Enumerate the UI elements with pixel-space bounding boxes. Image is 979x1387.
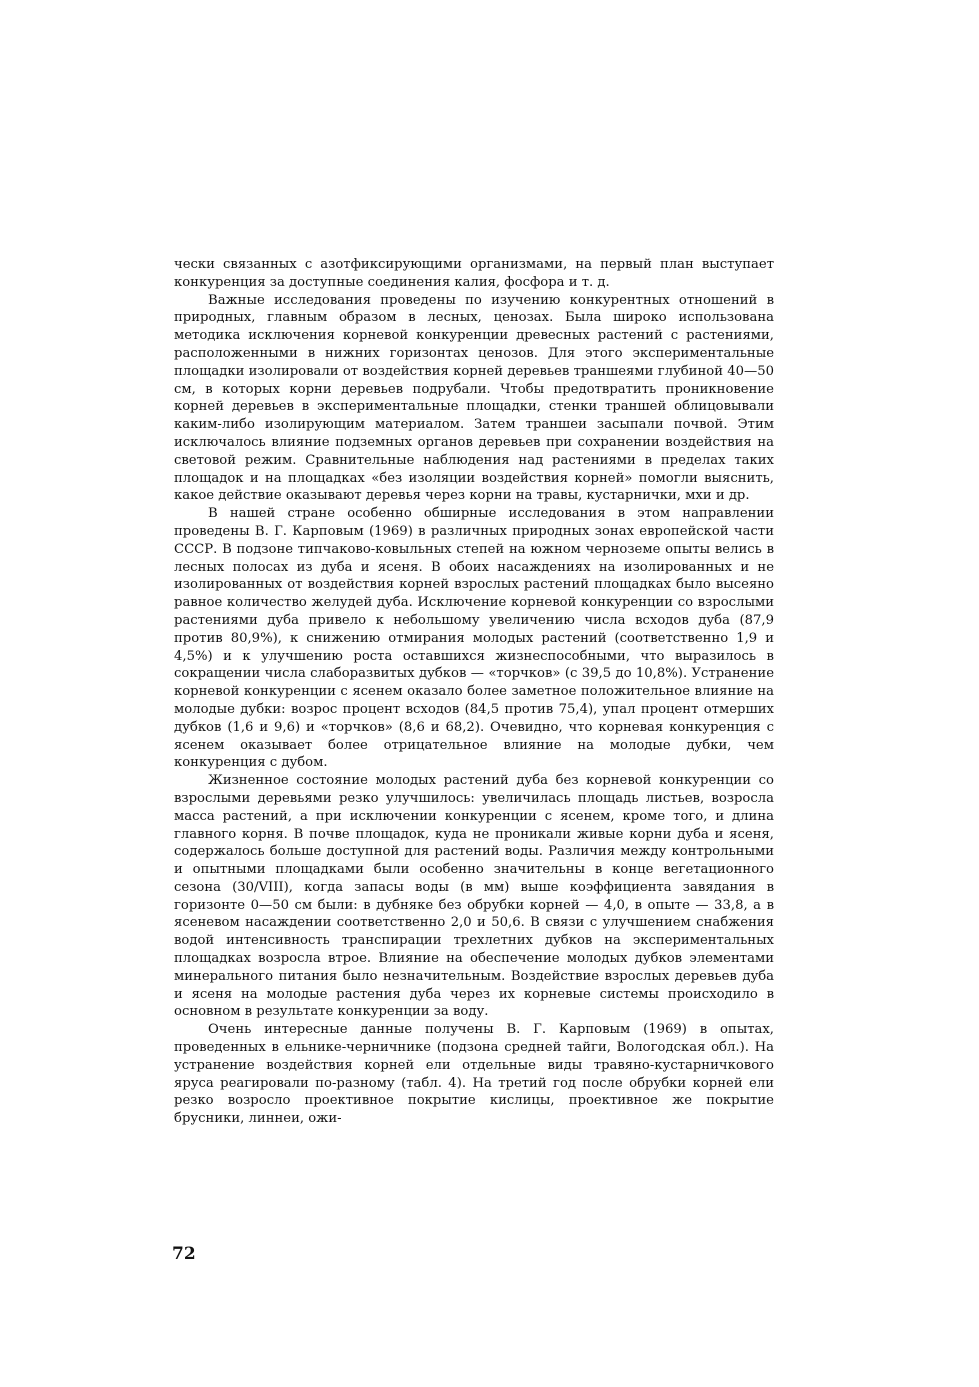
page-number: 72 — [172, 1244, 196, 1264]
paragraph-research-methods: Важные исследования проведены по изучению конкурентных отношений в природных, главным образом в лесных, ценозах. Была широко использована методика исключения корневой конкуренции древесных растений с растениями, расположенными в нижних горизонтах ценозов. Для этого экспериментальные площадки изолировали от воздействия корней деревьев траншеями глубиной 40—50 см, в которых корни деревьев подрубали. Чтобы предотвратить проникновение корней деревьев в экспериментальные площадки, стенки траншей облицовывали каким-либо изолирующим материалом. Затем траншеи засыпали почвой. Этим исключалось влияние подземных органов деревьев при сохранении воздействия на световой режим. Сравнительные наблюдения над растениями в пределах таких площадок и на площадках «без изоляции воздействия корней» помогли выяснить, какое действие оказывают деревья через корни на травы, кустарнички, мхи и др. — [174, 292, 774, 504]
paragraph-steppe-experiments: В нашей стране особенно обширные исследования в этом направлении проведены В. Г. Карповым (1969) в различных природных зонах европейской части СССР. В подзоне типчаково-ковыльных степей на южном черноземе опыты велись в лесных полосах из дуба и ясеня. В обоих насаждениях на изолированных и не изолированных от воздействия корней взрослых растений площадках было высеяно равное количество желудей дуба. Исключение корневой конкуренции со взрослыми растениями дуба привело к небольшому увеличению числа всходов дуба (87,9 против 80,9%), к снижению отмирания молодых растений (соответственно 1,9 и 4,5%) и к улучшению роста оставшихся жизнеспособными, что выразилось в сокращении числа слаборазвитых дубков — «торчков» (с 39,5 до 10,8%). Устранение корневой конкуренции с ясенем оказало более заметное положительное влияние на молодые дубки: возрос процент всходов (84,5 против 75,4), упал процент отмерших дубков (1,6 и 9,6) и «торчков» (8,6 и 68,2). Очевидно, что корневая конкуренция с ясенем оказывает более отрицательное влияние на молодые дубки, чем конкуренция с дубом. — [174, 506, 774, 771]
paragraph-continuation: чески связанных с азотфиксирующими организмами, на первый план выступает конкуренция за доступные соединения калия, фосфора и т. д. — [174, 257, 774, 290]
paragraph-spruce-forest: Очень интересные данные получены В. Г. Карповым (1969) в опытах, проведенных в ельнике-черничнике (подзона средней тайги, Вологодская обл.). На устранение воздействия корней ели отдельные виды травяно-кустарничкового яруса реагировали по-разному (табл. 4). На третий год после обрубки корней ели резко возросло проективное покрытие кислицы, проективное же покрытие брусники, линнеи, ожи- — [174, 1022, 774, 1127]
body-text — [174, 256, 774, 1128]
paragraph-oak-condition: Жизненное состояние молодых растений дуба без корневой конкуренции со взрослыми деревьями резко улучшилось: увеличилась площадь листьев, возросла масса растений, а при исключении конкуренции с ясенем, кроме того, и длина главного корня. В почве площадок, куда не проникали живые корни дуба и ясеня, содержалось больше доступной для растений воды. Различия между контрольными и опытными площадками были особенно значительны в конце вегетационного сезона (30/VIII), когда запасы воды (в мм) выше коэффициента завядания в горизонте 0—50 см были: в дубняке без обрубки корней — 4,0, в опыте — 33,8, а в ясеневом насаждении соответственно 2,0 и 50,6. В связи с улучшением снабжения водой интенсивность транспирации трехлетних дубков на экспериментальных площадках возросла втрое. Влияние на обеспечение молодых дубков элементами минерального питания было незначительным. Воздействие взрослых деревьев дуба и ясеня на молодые растения дуба через их корневые системы происходило в основном в результате конкуренции за воду. — [174, 773, 774, 1020]
